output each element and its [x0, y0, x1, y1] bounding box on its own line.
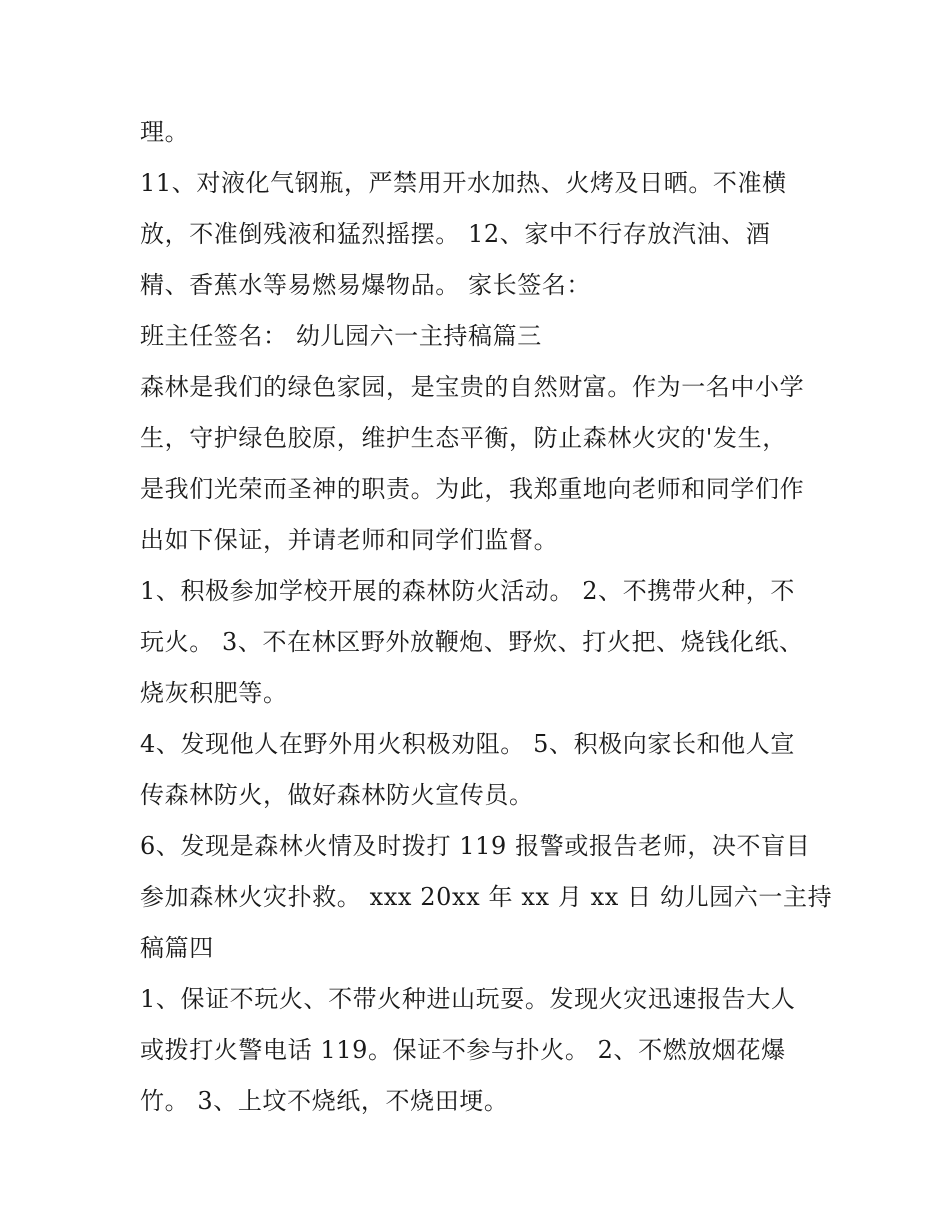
text-line: 烧灰积肥等。	[140, 679, 288, 707]
text-line: 森林是我们的绿色家园，是宝贵的自然财富。作为一名中小学	[140, 373, 805, 401]
text-line: 1、积极参加学校开展的森林防火活动。 2、不携带火种，不	[140, 577, 795, 605]
text-line: 11、对液化气钢瓶，严禁用开水加热、火烤及日晒。不准横	[140, 169, 787, 197]
body-text	[140, 107, 833, 1127]
text-line: 玩火。 3、不在林区野外放鞭炮、野炊、打火把、烧钱化纸、	[140, 628, 804, 656]
text-line: 1、保证不玩火、不带火种进山玩耍。发现火灾迅速报告大人	[140, 985, 796, 1013]
text-line: 6、发现是森林火情及时拨打 119 报警或报告老师，决不盲目	[140, 832, 811, 860]
text-line: 班主任签名： 幼儿园六一主持稿篇三	[140, 322, 542, 350]
text-line: 是我们光荣而圣神的职责。为此，我郑重地向老师和同学们作	[140, 475, 805, 503]
text-line: 理。	[140, 118, 190, 146]
text-line: 出如下保证，并请老师和同学们监督。	[140, 526, 559, 554]
text-line: 传森林防火，做好森林防火宣传员。	[140, 781, 534, 809]
text-line: 4、发现他人在野外用火积极劝阻。 5、积极向家长和他人宣	[140, 730, 795, 758]
text-line: 精、香蕉水等易燃易爆物品。 家长签名：	[140, 271, 592, 299]
text-line: 放，不准倒残液和猛烈摇摆。 12、家中不行存放汽油、酒	[140, 220, 771, 248]
text-line: 或拨打火警电话 119。保证不参与扑火。 2、不燃放烟花爆	[140, 1036, 786, 1064]
text-line: 竹。 3、上坟不烧纸，不烧田埂。	[140, 1087, 509, 1115]
text-line: 稿篇四	[140, 934, 214, 962]
text-line: 参加森林火灾扑救。 xxx 20xx 年 xx 月 xx 日 幼儿园六一主持	[140, 883, 833, 911]
text-line: 生，守护绿色胶原，维护生态平衡，防止森林火灾的'发生，	[140, 424, 787, 452]
